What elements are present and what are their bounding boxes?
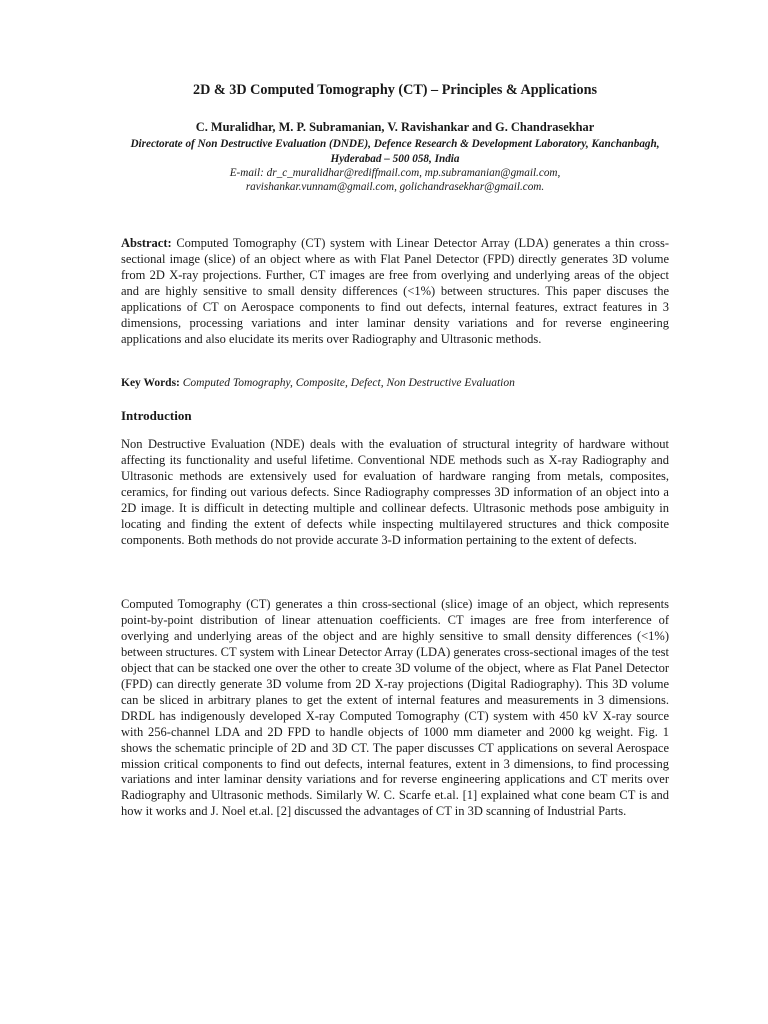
intro-paragraph-2: Computed Tomography (CT) generates a thin cross-sectional (slice) image of an object, which represents point-by-point distribution of linear attenuation coefficients. CT images are free from interference of overlying and underlying areas of the object and are highly sensitive to small density differences (<1%) between structures. CT system with Linear Detector Array (LDA) generates cross-sectional images of the test object that can be stacked one over the other to create 3D volume of the object, where as Flat Panel Detector (FPD) can directly generate 3D volume from 2D X-ray projections (Digital Radiography). This 3D volume can be sliced in arbitrary planes to get the extent of internal features and measurements in 3 dimensions. DRDL has indigenously developed X-ray Computed Tomography (CT) system with 450 kV X-ray source with 256-channel LDA and 2D FPD to handle objects of 1000 mm diameter and 2000 kg weight. Fig. 1 shows the schematic principle of 2D and 3D CT. The paper discusses CT applications on several Aerospace mission critical components to find out defects, internal features, extent in 3 dimensions, to find processing variations and inter laminar density variations and for reverse engineering applications and CT merits over Radiography and Ultrasonic methods. Similarly W. C. Scarfe et.al. [1] explained what cone beam CT is and how it works and J. Noel et.al. [2] discussed the advantages of CT in 3D scanning of Industrial Parts. <box>121 597 669 819</box>
keywords-text: Computed Tomography, Composite, Defect, Non Destructive Evaluation <box>179 377 515 389</box>
affiliation: Directorate of Non Destructive Evaluation (DNDE), Defence Research & Development Laboratory, Kanchanbagh, Hyderabad – 500 058, India <box>130 138 660 165</box>
email-block <box>121 166 669 194</box>
keywords-label: Key Words: <box>121 377 180 389</box>
abstract-label: Abstract: <box>121 236 172 250</box>
paper-title: 2D & 3D Computed Tomography (CT) – Principles & Applications <box>193 82 597 98</box>
author-list: C. Muralidhar, M. P. Subramanian, V. Ravishankar and G. Chandrasekhar <box>195 120 595 134</box>
email-line-2: ravishankar.vunnam@gmail.com, golichandrasekhar@gmail.com. <box>245 181 545 193</box>
abstract-paragraph <box>121 236 669 348</box>
keywords-line <box>121 377 669 389</box>
abstract-text: Computed Tomography (CT) system with Linear Detector Array (LDA) generates a thin cross-sectional image (slice) of an object where as with Flat Panel Detector (FPD) directly generates 3D volume from 2D X-ray projections. Further, CT images are free from overlying and underlying areas of the object and are highly sensitive to small density differences (<1%) between structures. This paper discuses the applications of CT on Aerospace components to find out defects, internal features, extract features in 3 dimensions, processing variations and inter laminar density variations and for reverse engineering applications and also elucidate its merits over Radiography and Ultrasonic methods. <box>121 236 669 346</box>
intro-paragraph-1: Non Destructive Evaluation (NDE) deals with the evaluation of structural integrity of hardware without affecting its functionality and useful lifetime. Conventional NDE methods such as X-ray Radiography and Ultrasonic methods are extensively used for evaluation of hardware ranging from metals, composites, ceramics, for finding out various defects. Since Radiography compresses 3D information of an object into a 2D image. It is difficult in detecting multiple and collinear defects. Ultrasonic methods pose ambiguity in locating and finding the extent of defects while inspecting multilayered structures and thick composite components. Both methods do not provide accurate 3-D information pertaining to the extent of defects. <box>121 437 669 547</box>
email-line-1: E-mail: dr_c_muralidhar@rediffmail.com, mp.subramanian@gmail.com, <box>229 167 561 179</box>
section-heading-introduction: Introduction <box>121 408 192 423</box>
